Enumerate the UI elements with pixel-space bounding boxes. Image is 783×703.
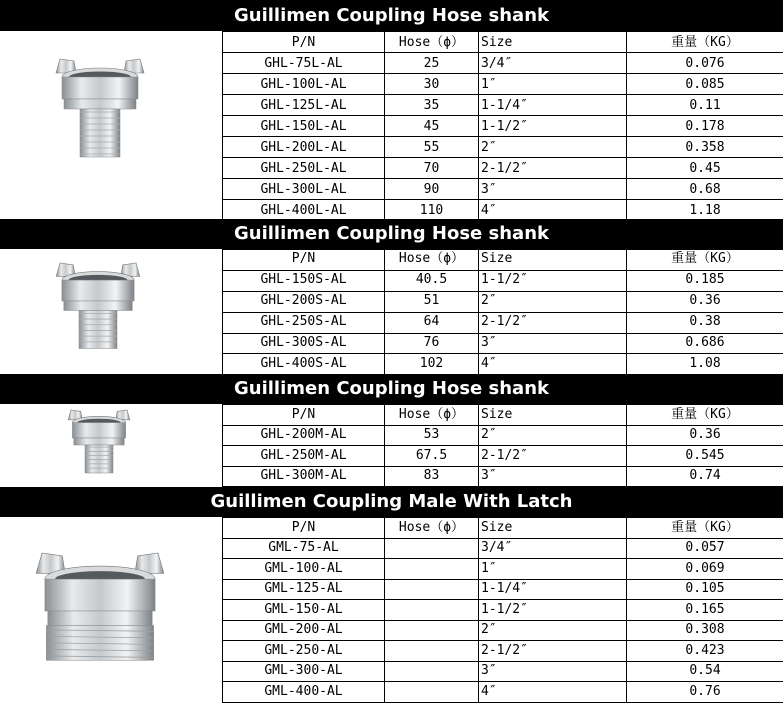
table-header-row	[223, 250, 783, 271]
cell-hose: 40.5	[385, 270, 479, 291]
coupling-photo	[56, 59, 144, 157]
cell-size: 1-1/4″	[479, 579, 627, 600]
cell-weight: 0.36	[627, 291, 783, 312]
cell-part-number: GHL-300S-AL	[223, 333, 385, 354]
cell-part-number: GML-400-AL	[223, 682, 385, 703]
cell-weight: 0.11	[627, 95, 783, 116]
cell-weight: 0.68	[627, 179, 783, 200]
cell-size: 3″	[479, 466, 627, 487]
cell-part-number: GHL-150L-AL	[223, 116, 385, 137]
table-row	[223, 333, 783, 354]
cell-hose: 53	[385, 425, 479, 446]
cell-size: 2-1/2″	[479, 312, 627, 333]
cell-part-number: P/N	[223, 518, 385, 539]
table-row	[223, 179, 783, 200]
table-row	[223, 559, 783, 580]
table-row	[223, 291, 783, 312]
cell-weight: 0.178	[627, 116, 783, 137]
cell-size: 4″	[479, 200, 627, 221]
cell-weight: 0.069	[627, 559, 783, 580]
cell-size: 1-1/4″	[479, 95, 627, 116]
cell-size: 2″	[479, 291, 627, 312]
cell-size: 1″	[479, 74, 627, 95]
cell-part-number: GHL-125L-AL	[223, 95, 385, 116]
cell-part-number: P/N	[223, 32, 385, 53]
table-row	[223, 312, 783, 333]
coupling-photo	[68, 410, 130, 473]
table-row	[223, 53, 783, 74]
cell-part-number: GHL-300L-AL	[223, 179, 385, 200]
product-image	[0, 517, 222, 702]
cell-part-number: GHL-75L-AL	[223, 53, 385, 74]
cell-part-number: GHL-100L-AL	[223, 74, 385, 95]
cell-hose	[385, 620, 479, 641]
coupling-photo	[36, 553, 164, 660]
cell-weight: 0.545	[627, 446, 783, 467]
product-image	[0, 249, 222, 374]
cell-size: 1″	[479, 559, 627, 580]
cell-size: Size	[479, 32, 627, 53]
cell-part-number: P/N	[223, 405, 385, 426]
cell-hose: 35	[385, 95, 479, 116]
section-title: Guillimen Coupling Hose shank	[0, 374, 783, 404]
cell-hose: 25	[385, 53, 479, 74]
cell-size: 2-1/2″	[479, 158, 627, 179]
cell-part-number: GHL-400S-AL	[223, 354, 385, 375]
table-row	[223, 538, 783, 559]
cell-weight: 0.085	[627, 74, 783, 95]
cell-hose: Hose（ϕ）	[385, 250, 479, 271]
cell-weight: 1.18	[627, 200, 783, 221]
cell-hose	[385, 682, 479, 703]
cell-part-number: GML-100-AL	[223, 559, 385, 580]
cell-part-number: GHL-250S-AL	[223, 312, 385, 333]
cell-hose: 45	[385, 116, 479, 137]
cell-size: 3/4″	[479, 53, 627, 74]
cell-size: 4″	[479, 682, 627, 703]
table-row	[223, 579, 783, 600]
cell-size: 3″	[479, 179, 627, 200]
cell-hose: 30	[385, 74, 479, 95]
cell-hose: 90	[385, 179, 479, 200]
cell-part-number: GML-200-AL	[223, 620, 385, 641]
cell-weight: 重量（KG）	[627, 405, 783, 426]
cell-size: 2-1/2″	[479, 641, 627, 662]
cell-weight: 0.308	[627, 620, 783, 641]
section-title: Guillimen Coupling Hose shank	[0, 219, 783, 249]
cell-part-number: GHL-200L-AL	[223, 137, 385, 158]
cell-part-number: GHL-250L-AL	[223, 158, 385, 179]
cell-part-number: GHL-150S-AL	[223, 270, 385, 291]
section-title: Guillimen Coupling Male With Latch	[0, 487, 783, 517]
cell-hose: 76	[385, 333, 479, 354]
spec-table	[222, 404, 783, 487]
product-image	[0, 31, 222, 220]
cell-size: 3/4″	[479, 538, 627, 559]
cell-weight: 0.105	[627, 579, 783, 600]
cell-weight: 0.686	[627, 333, 783, 354]
cell-weight: 0.38	[627, 312, 783, 333]
cell-hose: 55	[385, 137, 479, 158]
cell-weight: 重量（KG）	[627, 518, 783, 539]
cell-part-number: GML-300-AL	[223, 661, 385, 682]
table-row	[223, 95, 783, 116]
cell-hose: Hose（ϕ）	[385, 405, 479, 426]
table-row	[223, 270, 783, 291]
cell-weight: 1.08	[627, 354, 783, 375]
table-row	[223, 661, 783, 682]
cell-weight: 0.076	[627, 53, 783, 74]
cell-weight: 0.74	[627, 466, 783, 487]
cell-weight: 0.54	[627, 661, 783, 682]
spec-table	[222, 249, 783, 375]
section-title: Guillimen Coupling Hose shank	[0, 0, 783, 31]
table-row	[223, 354, 783, 375]
cell-weight: 0.36	[627, 425, 783, 446]
cell-size: 2″	[479, 425, 627, 446]
cell-size: 2″	[479, 137, 627, 158]
cell-weight: 0.358	[627, 137, 783, 158]
cell-part-number: GHL-400L-AL	[223, 200, 385, 221]
cell-weight: 0.165	[627, 600, 783, 621]
table-row	[223, 137, 783, 158]
cell-hose: 70	[385, 158, 479, 179]
cell-hose: 83	[385, 466, 479, 487]
table-row	[223, 600, 783, 621]
spec-table	[222, 517, 783, 703]
cell-size: 2″	[479, 620, 627, 641]
cell-part-number: GHL-200S-AL	[223, 291, 385, 312]
cell-part-number: GHL-200M-AL	[223, 425, 385, 446]
cell-part-number: GHL-300M-AL	[223, 466, 385, 487]
cell-weight: 0.45	[627, 158, 783, 179]
cell-hose	[385, 559, 479, 580]
cell-weight: 0.185	[627, 270, 783, 291]
cell-size: 1-1/2″	[479, 600, 627, 621]
cell-hose: 51	[385, 291, 479, 312]
cell-hose: 102	[385, 354, 479, 375]
cell-size: 3″	[479, 333, 627, 354]
cell-size: Size	[479, 250, 627, 271]
cell-hose: 64	[385, 312, 479, 333]
table-row	[223, 446, 783, 467]
table-row	[223, 466, 783, 487]
table-row	[223, 641, 783, 662]
cell-hose	[385, 661, 479, 682]
cell-size: 1-1/2″	[479, 116, 627, 137]
table-row	[223, 74, 783, 95]
cell-hose	[385, 641, 479, 662]
coupling-photo	[56, 263, 140, 349]
cell-size: 1-1/2″	[479, 270, 627, 291]
cell-size: 3″	[479, 661, 627, 682]
table-header-row	[223, 518, 783, 539]
cell-part-number: GML-250-AL	[223, 641, 385, 662]
cell-weight: 0.76	[627, 682, 783, 703]
cell-hose: Hose（ϕ）	[385, 32, 479, 53]
product-image	[0, 404, 222, 486]
cell-size: 4″	[479, 354, 627, 375]
cell-part-number: GML-125-AL	[223, 579, 385, 600]
table-row	[223, 620, 783, 641]
cell-weight: 重量（KG）	[627, 32, 783, 53]
cell-weight: 0.423	[627, 641, 783, 662]
table-row	[223, 116, 783, 137]
cell-hose: 110	[385, 200, 479, 221]
cell-size: Size	[479, 518, 627, 539]
cell-part-number: GML-75-AL	[223, 538, 385, 559]
table-row	[223, 158, 783, 179]
table-header-row	[223, 32, 783, 53]
cell-hose	[385, 579, 479, 600]
cell-size: 2-1/2″	[479, 446, 627, 467]
table-row	[223, 200, 783, 221]
table-header-row	[223, 405, 783, 426]
cell-weight: 0.057	[627, 538, 783, 559]
cell-hose	[385, 600, 479, 621]
cell-hose: 67.5	[385, 446, 479, 467]
spec-table	[222, 31, 783, 221]
table-row	[223, 425, 783, 446]
cell-weight: 重量（KG）	[627, 250, 783, 271]
cell-part-number: GHL-250M-AL	[223, 446, 385, 467]
cell-size: Size	[479, 405, 627, 426]
cell-hose: Hose（ϕ）	[385, 518, 479, 539]
cell-hose	[385, 538, 479, 559]
table-row	[223, 682, 783, 703]
cell-part-number: GML-150-AL	[223, 600, 385, 621]
cell-part-number: P/N	[223, 250, 385, 271]
